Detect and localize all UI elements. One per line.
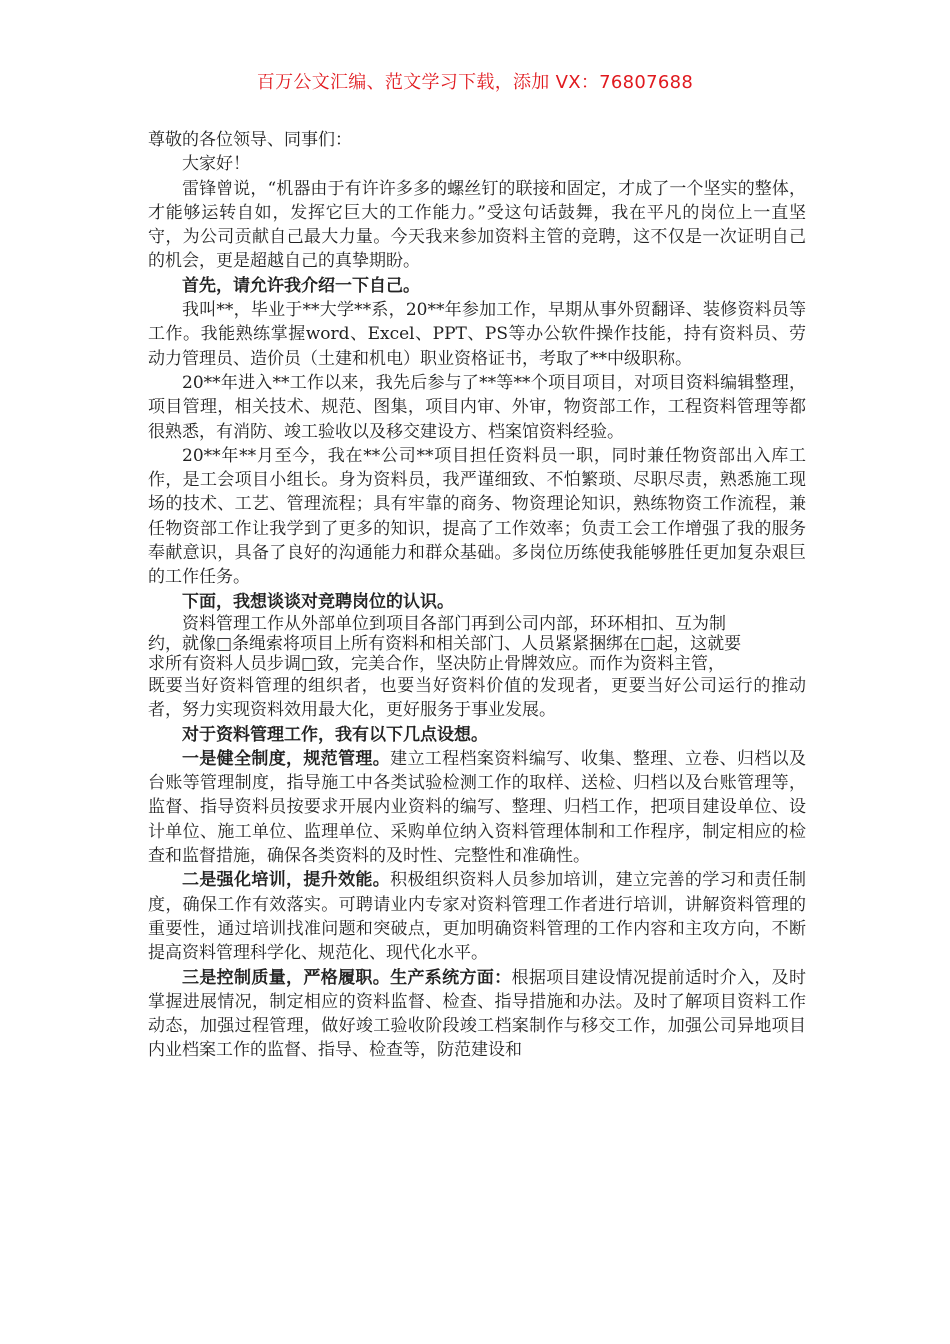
watermark-text: 百万公文汇编、范文学习下载，添加 VX：76807688 — [256, 72, 694, 93]
watermark-header — [0, 68, 950, 94]
self-intro-paragraph-1: 我叫**，毕业于**大学**系，20**年参加工作，早期从事外贸翻译、装修资料员等工作。我能熟练掌握word、Excel、PPT、PS等办公软件操作技能，持有资料员、劳动力管理员、造价员（土建和机电）职业资格证书，考取了**中级职称。 — [148, 300, 806, 369]
section-heading-self-intro: 首先，请允许我介绍一下自己。 — [182, 275, 420, 296]
plan-point-1-body: 建立工程档案资料编写、收集、整理、立卷、归档以及台账等管理制度，指导施工中各类试验检测工作的取样、送检、归档以及台账管理等，监督、指导资料员按要求开展内业资料的编写、整理、归档工作，把项目建设单位、设计单位、施工单位、监理单位、采购单位纳入资料管理体制和工作程序，制定相应的检查和监督措施，确保各类资料的及时性、完整性和准确性。 — [148, 748, 807, 867]
self-intro-paragraph-2: 20**年进入**工作以来，我先后参与了**等**个项目项目，对项目资料编辑整理，项目管理，相关技术、规范、图集，项目内审、外审，物资部工作，工程资料管理等都很熟悉，有消防、竣工验收以及移交建设方、档案馆资料经验。 — [148, 372, 806, 442]
role-line-2: 约，就像□条绳索将项目上所有资料和相关部门、人员紧紧捆绑在□起，这就要 — [148, 633, 742, 654]
intro-paragraph: 雷锋曾说，“机器由于有许许多多的螺丝钉的联接和固定，才成了一个坚实的整体，才能够运转自如，发挥它巨大的工作能力。”受这句话鼓舞，我在平凡的岗位上一直坚守，为公司贡献自己最大力量。今天我来参加资料主管的竞聘，这不仅是一次证明自己的机会，更是超越自己的真挚期盼。 — [148, 178, 806, 272]
role-line-1: 资料管理工作从外部单位到项目各部门再到公司内部，环环相扣、互为制 — [182, 613, 726, 634]
document-body — [148, 128, 806, 1063]
greeting: 大家好！ — [182, 154, 250, 175]
plan-point-2-title: 二是强化培训，提升效能。 — [182, 870, 391, 891]
plan-point-2-body: 积极组织资料人员参加培训，建立完善的学习和责任制度，确保工作有效落实。可聘请业内专家对资料管理工作者进行培训，讲解资料管理的重要性，通过培训找准问题和突破点，更加明确资料管理的工作内容和主攻方向，不断提高资料管理科学化、规范化、现代化水平。 — [148, 870, 807, 964]
plan-point-1 — [148, 747, 806, 868]
plan-point-2 — [148, 868, 806, 965]
salutation: 尊敬的各位领导、同事们： — [148, 130, 352, 150]
plan-point-3-body: 根据项目建设情况提前适时介入，及时掌握进展情况，制定相应的资料监督、检查、指导措施和办法。及时了解项目资料工作动态，加强过程管理，做好竣工验收阶段竣工档案制作与移交工作，加强公司异地项目内业档案工作的监督、指导、检查等，防范建设和 — [148, 967, 807, 1061]
section-heading-plans: 对于资料管理工作，我有以下几点设想。 — [182, 724, 488, 745]
role-paragraph-end: 既要当好资料管理的组织者，也要当好资料价值的发现者，更要当好公司运行的推动者，努力实现资料效用最大化，更好服务于事业发展。 — [148, 675, 806, 721]
plan-point-1-title: 一是健全制度，规范管理。 — [182, 748, 391, 769]
section-heading-role: 下面，我想谈谈对竞聘岗位的认识。 — [182, 591, 454, 612]
plan-point-3-title: 三是控制质量，严格履职。生产系统方面： — [182, 967, 512, 988]
self-intro-paragraph-3: 20**年**月至今，我在**公司**项目担任资料员一职，同时兼任物资部出入库工作，是工会项目小组长。身为资料员，我严谨细致、不怕繁琐、尽职尽责，熟悉施工现场的技术、工艺、管理流程；具有牢靠的商务、物资理论知识，熟练物资工作流程，兼任物资部工作让我学到了更多的知识，提高了工作效率；负责工会工作增强了我的服务奉献意识，具备了良好的沟通能力和群众基础。多岗位历练使我能够胜任更加复杂艰巨的工作任务。 — [148, 445, 806, 588]
plan-point-3 — [148, 966, 806, 1063]
role-line-3: 求所有资料人员步调□致，完美合作，坚决防止骨牌效应。而作为资料主管， — [148, 653, 726, 674]
